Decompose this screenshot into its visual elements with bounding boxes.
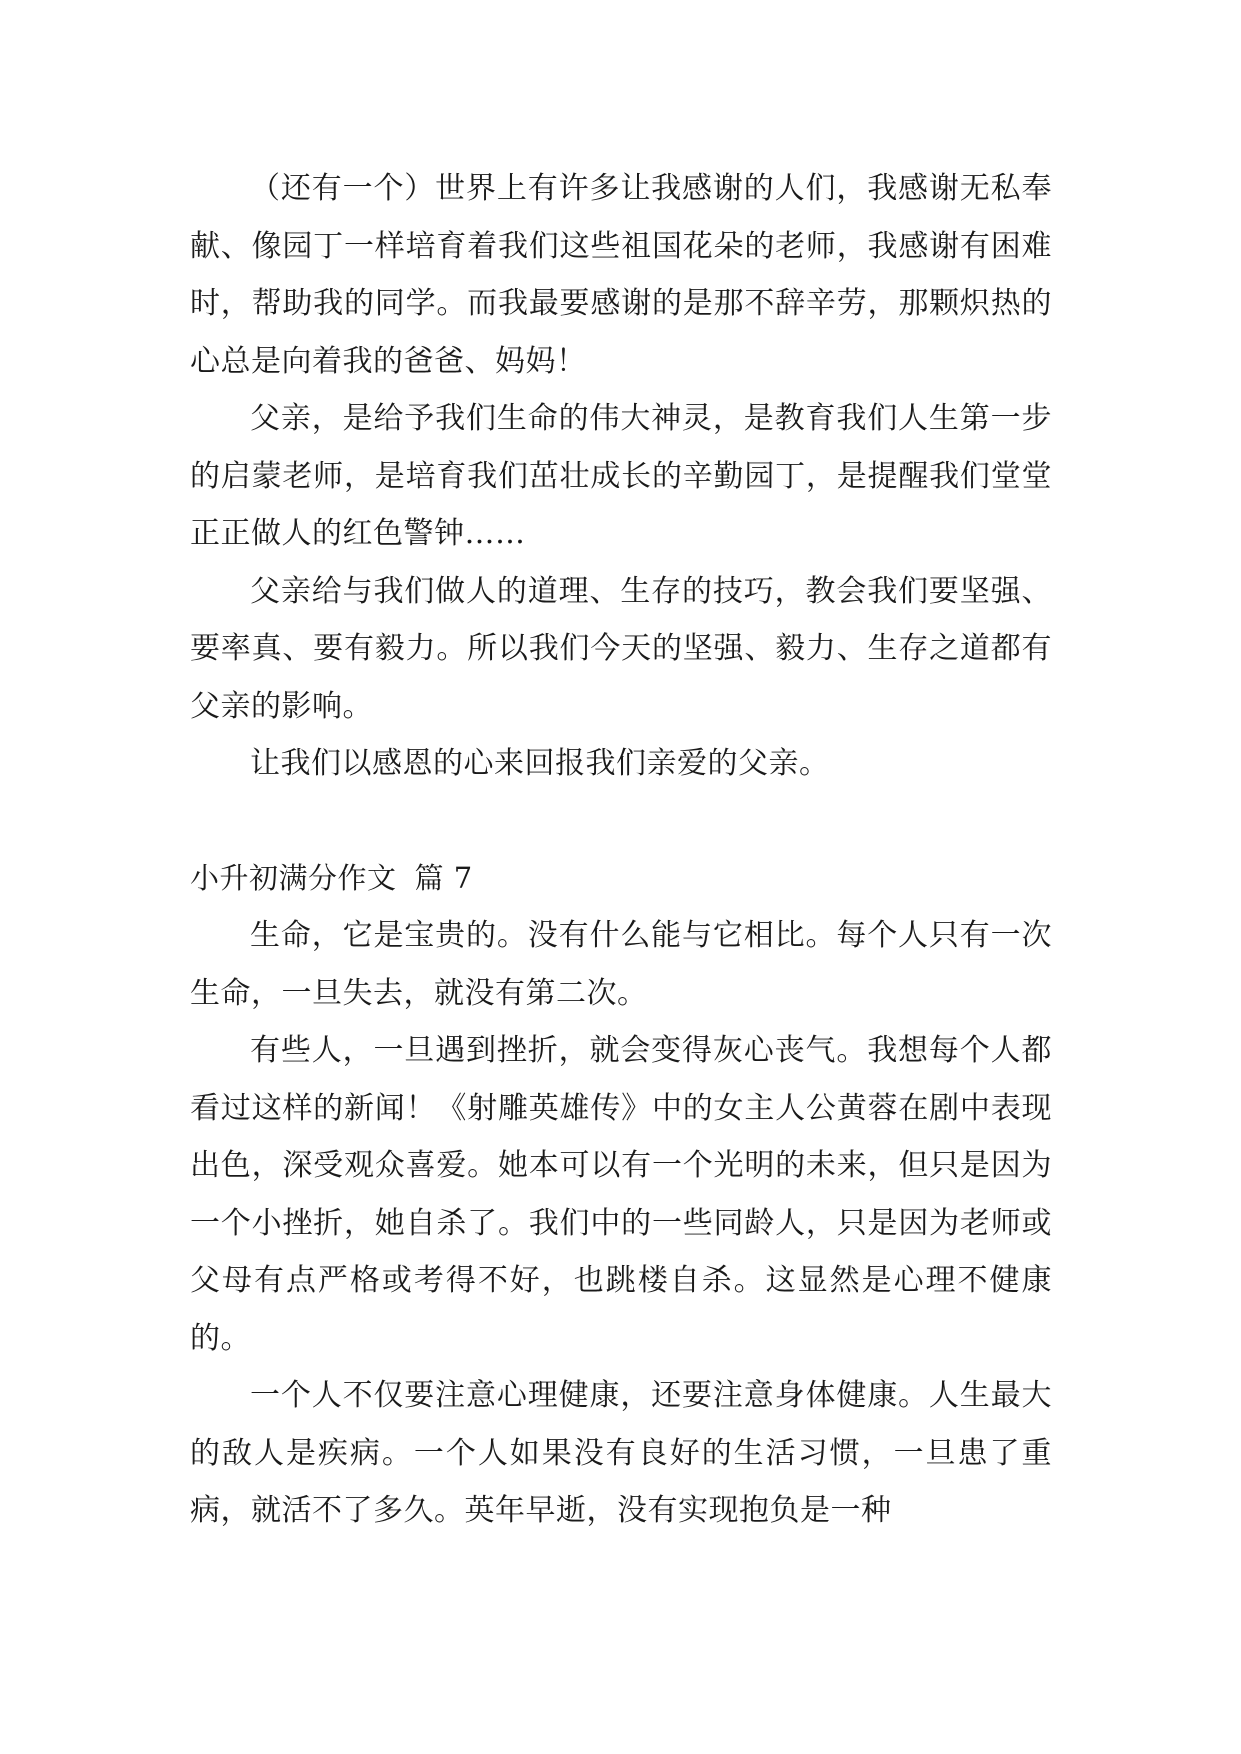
paragraph-gratitude-intro: （还有一个）世界上有许多让我感谢的人们，我感谢无私奉献、像园丁一样培育着我们这些祖国花朵的老师，我感谢有困难时，帮助我的同学。而我最要感谢的是那不辞辛劳，那颗炽热的心总是向着我的爸爸、妈妈！: [190, 171, 1052, 379]
paragraph-father-teaching: 父亲给与我们做人的道理、生存的技巧，教会我们要坚强、要率真、要有毅力。所以我们今天的坚强、毅力、生存之道都有父亲的影响。: [190, 573, 1052, 724]
section-spacer: [190, 793, 1052, 850]
paragraph-father-role: 父亲，是给予我们生命的伟大神灵，是教育我们人生第一步的启蒙老师，是培育我们茁壮成长的辛勤园丁，是提醒我们堂堂正正做人的红色警钟……: [190, 401, 1052, 551]
paragraph-gratitude-closing: 让我们以感恩的心来回报我们亲爱的父亲。: [250, 746, 830, 781]
section-heading: [190, 850, 1052, 908]
paragraph-setbacks: 有些人，一旦遇到挫折，就会变得灰心丧气。我想每个人都看过这样的新闻！《射雕英雄传》中的女主人公黄蓉在剧中表现出色，深受观众喜爱。她本可以有一个光明的未来，但只是因为一个小挫折，她自杀了。我们中的一些同龄人，只是因为老师或父母有点严格或考得不好，也跳楼自杀。这显然是心理不健康的。: [190, 1033, 1052, 1356]
paragraph-health: 一个人不仅要注意心理健康，还要注意身体健康。人生最大的敌人是疾病。一个人如果没有良好的生活习惯，一旦患了重病，就活不了多久。英年早逝，没有实现抱负是一种: [190, 1378, 1052, 1528]
document-page: [190, 160, 1052, 1540]
section-heading-label: 篇 7: [414, 860, 473, 895]
section-heading-title: 小升初满分作文: [190, 860, 397, 895]
paragraph-life-precious: 生命，它是宝贵的。没有什么能与它相比。每个人只有一次生命，一旦失去，就没有第二次。: [190, 918, 1052, 1011]
